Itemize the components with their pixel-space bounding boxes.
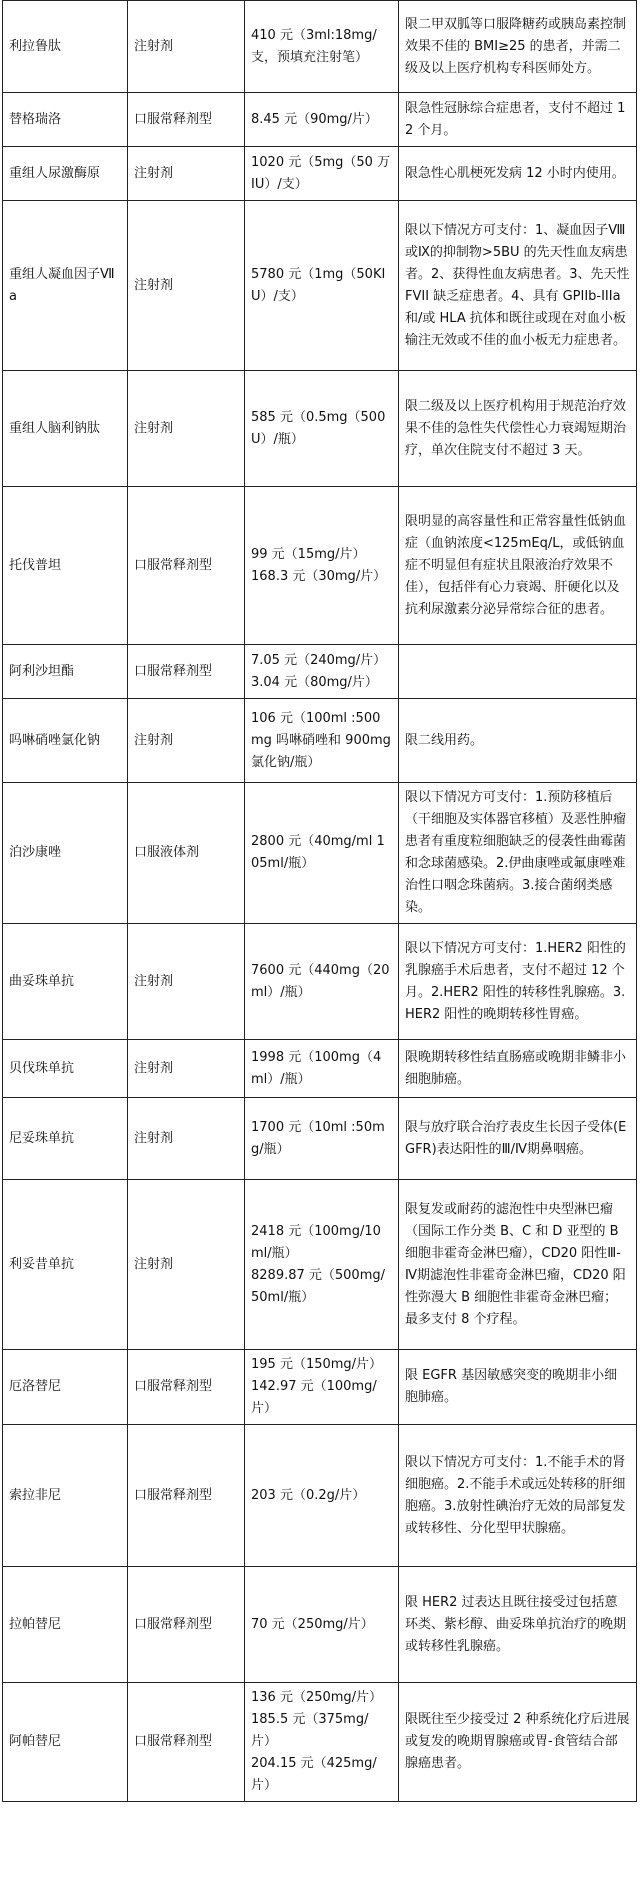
payment-restriction-cell (399, 645, 637, 699)
price-cell: 1998 元（100mg（4ml）/瓶） (245, 1040, 399, 1098)
payment-restriction-cell: 限晚期转移性结直肠癌或晚期非鳞非小细胞肺癌。 (399, 1040, 637, 1098)
dosage-form-cell: 注射剂 (128, 371, 245, 487)
drug-name-cell: 贝伐珠单抗 (3, 1040, 128, 1098)
dosage-form-cell: 注射剂 (128, 201, 245, 371)
drug-name-cell: 重组人凝血因子Ⅶa (3, 201, 128, 371)
price-cell: 195 元（150mg/片） 142.97 元（100mg/片） (245, 1350, 399, 1425)
drug-name-cell: 重组人脑利钠肽 (3, 371, 128, 487)
dosage-form-cell: 口服常释剂型 (128, 1350, 245, 1425)
drug-name-cell: 阿利沙坦酯 (3, 645, 128, 699)
payment-restriction-cell: 限以下情况方可支付：1、凝血因子Ⅷ或Ⅸ的抑制物>5BU 的先天性血友病患者。2、获得性血友病患者。3、先天性 FVII 缺乏症患者。4、具有 GPIIb-IIIa 和/或 HLA 抗体和既往或现在对血小板输注无效或不佳的血小板无力症患者。 (399, 201, 637, 371)
drug-name-cell: 尼妥珠单抗 (3, 1098, 128, 1180)
dosage-form-cell: 口服液体剂 (128, 783, 245, 924)
table-row (3, 1, 637, 93)
table-row (3, 924, 637, 1040)
dosage-form-cell: 注射剂 (128, 924, 245, 1040)
table-row (3, 93, 637, 147)
table-row (3, 371, 637, 487)
price-cell: 585 元（0.5mg（500U）/瓶） (245, 371, 399, 487)
dosage-form-cell: 口服常释剂型 (128, 1425, 245, 1567)
table-row (3, 487, 637, 645)
table-row (3, 1683, 637, 1802)
drug-name-cell: 拉帕替尼 (3, 1567, 128, 1683)
payment-restriction-cell: 限以下情况方可支付：1.预防移植后（干细胞及实体器官移植）及恶性肿瘤患者有重度粒细胞缺乏的侵袭性曲霉菌和念球菌感染。2.伊曲康唑或氟康唑难治性口咽念珠菌病。3.接合菌纲类感染。 (399, 783, 637, 924)
drug-name-cell: 阿帕替尼 (3, 1683, 128, 1802)
dosage-form-cell: 注射剂 (128, 1, 245, 93)
price-cell: 1020 元（5mg（50 万 IU）/支） (245, 147, 399, 201)
table-row (3, 1040, 637, 1098)
drug-name-cell: 曲妥珠单抗 (3, 924, 128, 1040)
price-cell: 203 元（0.2g/片） (245, 1425, 399, 1567)
dosage-form-cell: 注射剂 (128, 1040, 245, 1098)
table-body (3, 1, 637, 1802)
payment-restriction-cell: 限 EGFR 基因敏感突变的晚期非小细胞肺癌。 (399, 1350, 637, 1425)
dosage-form-cell: 口服常释剂型 (128, 1567, 245, 1683)
dosage-form-cell: 口服常释剂型 (128, 93, 245, 147)
dosage-form-cell: 注射剂 (128, 1180, 245, 1350)
payment-restriction-cell: 限二级及以上医疗机构用于规范治疗效果不佳的急性失代偿性心力衰竭短期治疗，单次住院支付不超过 3 天。 (399, 371, 637, 487)
table-row (3, 147, 637, 201)
payment-restriction-cell: 限明显的高容量性和正常容量性低钠血症（血钠浓度<125mEq/L，或低钠血症不明显但有症状且限液治疗效果不佳），包括伴有心力衰竭、肝硬化以及抗利尿激素分泌异常综合征的患者。 (399, 487, 637, 645)
medical-insurance-drug-table (2, 0, 637, 1802)
payment-restriction-cell: 限复发或耐药的滤泡性中央型淋巴瘤（国际工作分类 B、C 和 D 亚型的 B 细胞非霍奇金淋巴瘤），CD20 阳性Ⅲ-Ⅳ期滤泡性非霍奇金淋巴瘤，CD20 阳性弥漫大 B 细胞性非霍奇金淋巴瘤；最多支付 8 个疗程。 (399, 1180, 637, 1350)
price-cell: 99 元（15mg/片） 168.3 元（30mg/片） (245, 487, 399, 645)
price-cell: 106 元（100ml :500mg 吗啉硝唑和 900mg 氯化钠/瓶） (245, 699, 399, 783)
price-cell: 2418 元（100mg/10ml/瓶） 8289.87 元（500mg/50ml/瓶） (245, 1180, 399, 1350)
drug-name-cell: 利拉鲁肽 (3, 1, 128, 93)
table-row (3, 1180, 637, 1350)
drug-name-cell: 托伐普坦 (3, 487, 128, 645)
table-row (3, 1425, 637, 1567)
drug-name-cell: 替格瑞洛 (3, 93, 128, 147)
price-cell: 7.05 元（240mg/片） 3.04 元（80mg/片） (245, 645, 399, 699)
price-cell: 1700 元（10ml :50mg/瓶） (245, 1098, 399, 1180)
drug-name-cell: 索拉非尼 (3, 1425, 128, 1567)
drug-name-cell: 厄洛替尼 (3, 1350, 128, 1425)
payment-restriction-cell: 限以下情况方可支付：1.HER2 阳性的乳腺癌手术后患者，支付不超过 12 个月。2.HER2 阳性的转移性乳腺癌。3.HER2 阳性的晚期转移性胃癌。 (399, 924, 637, 1040)
dosage-form-cell: 注射剂 (128, 147, 245, 201)
payment-restriction-cell: 限二甲双胍等口服降糖药或胰岛素控制效果不佳的 BMI≥25 的患者，并需二级及以上医疗机构专科医师处方。 (399, 1, 637, 93)
drug-name-cell: 利妥昔单抗 (3, 1180, 128, 1350)
table-row (3, 1350, 637, 1425)
payment-restriction-cell: 限与放疗联合治疗表皮生长因子受体(EGFR)表达阳性的Ⅲ/Ⅳ期鼻咽癌。 (399, 1098, 637, 1180)
payment-restriction-cell: 限急性心肌梗死发病 12 小时内使用。 (399, 147, 637, 201)
dosage-form-cell: 口服常释剂型 (128, 487, 245, 645)
payment-restriction-cell: 限既往至少接受过 2 种系统化疗后进展或复发的晚期胃腺癌或胃-食管结合部腺癌患者。 (399, 1683, 637, 1802)
table-row (3, 201, 637, 371)
price-cell: 5780 元（1mg（50KIU）/支） (245, 201, 399, 371)
drug-name-cell: 重组人尿激酶原 (3, 147, 128, 201)
payment-restriction-cell: 限二线用药。 (399, 699, 637, 783)
price-cell: 8.45 元（90mg/片） (245, 93, 399, 147)
price-cell: 136 元（250mg/片） 185.5 元（375mg/片） 204.15 元（425mg/片） (245, 1683, 399, 1802)
table-row (3, 783, 637, 924)
price-cell: 70 元（250mg/片） (245, 1567, 399, 1683)
table-row (3, 699, 637, 783)
dosage-form-cell: 口服常释剂型 (128, 1683, 245, 1802)
payment-restriction-cell: 限急性冠脉综合症患者，支付不超过 12 个月。 (399, 93, 637, 147)
payment-restriction-cell: 限 HER2 过表达且既往接受过包括蒽环类、紫杉醇、曲妥珠单抗治疗的晚期或转移性乳腺癌。 (399, 1567, 637, 1683)
dosage-form-cell: 注射剂 (128, 1098, 245, 1180)
table-row (3, 1098, 637, 1180)
table-row (3, 645, 637, 699)
dosage-form-cell: 注射剂 (128, 699, 245, 783)
price-cell: 2800 元（40mg/ml 105ml/瓶） (245, 783, 399, 924)
dosage-form-cell: 口服常释剂型 (128, 645, 245, 699)
payment-restriction-cell: 限以下情况方可支付：1.不能手术的肾细胞癌。2.不能手术或远处转移的肝细胞癌。3.放射性碘治疗无效的局部复发或转移性、分化型甲状腺癌。 (399, 1425, 637, 1567)
price-cell: 410 元（3ml:18mg/支，预填充注射笔） (245, 1, 399, 93)
drug-name-cell: 泊沙康唑 (3, 783, 128, 924)
price-cell: 7600 元（440mg（20ml）/瓶） (245, 924, 399, 1040)
table-row (3, 1567, 637, 1683)
drug-name-cell: 吗啉硝唑氯化钠 (3, 699, 128, 783)
